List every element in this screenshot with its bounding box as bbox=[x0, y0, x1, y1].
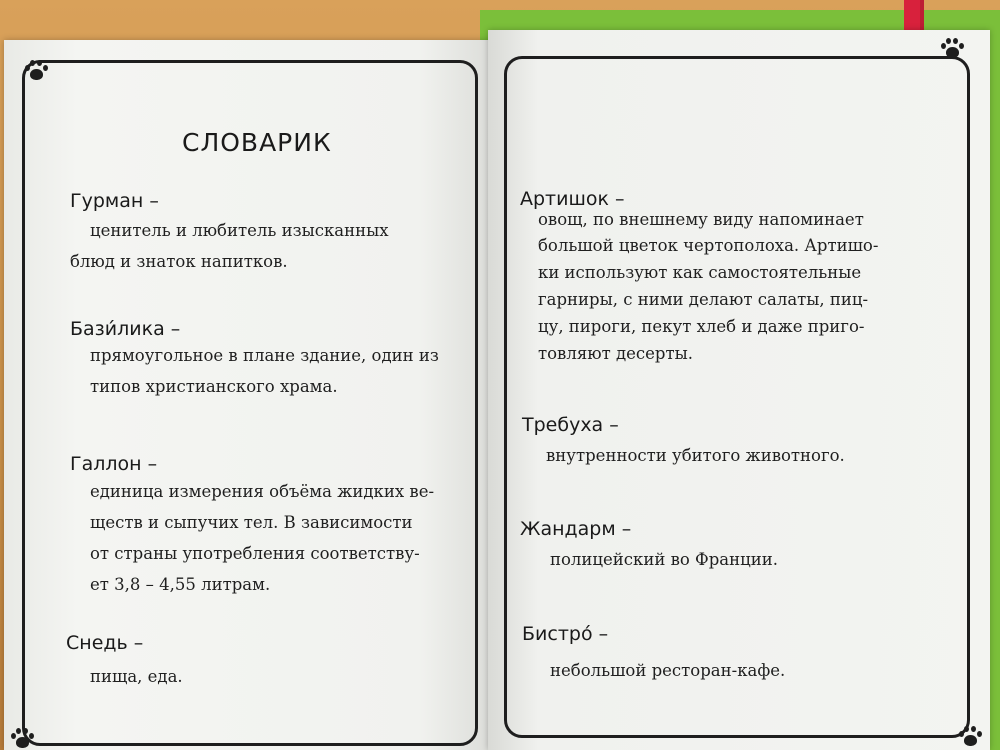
page-title: СЛОВАРИК bbox=[182, 128, 332, 157]
definition-line: ки используют как самостоятельные bbox=[538, 263, 862, 282]
definition-line: небольшой ресторан-кафе. bbox=[550, 661, 786, 680]
term-basilica: Бази́лика – bbox=[70, 318, 181, 340]
definition-line: типов христианского храма. bbox=[90, 377, 338, 396]
definition-line: овощ, по внешнему виду напоминает bbox=[538, 210, 864, 229]
term-gendarme: Жандарм – bbox=[520, 518, 632, 540]
term-victuals: Снедь – bbox=[66, 632, 144, 654]
term-offal: Требуха – bbox=[522, 414, 619, 436]
term-bistro: Бистро́ – bbox=[522, 623, 609, 645]
term-artichoke: Артишок – bbox=[520, 188, 625, 210]
definition-line: ществ и сыпучих тел. В зависимости bbox=[90, 513, 413, 532]
definition-line: единица измерения объёма жидких ве- bbox=[90, 482, 435, 501]
definition-line: большой цветок чертополоха. Артишо- bbox=[538, 236, 879, 255]
paw-print-icon bbox=[24, 60, 48, 82]
paw-print-icon bbox=[10, 728, 34, 750]
definition-line: товляют десерты. bbox=[538, 344, 693, 363]
definition-line: ет 3,8 – 4,55 литрам. bbox=[90, 575, 271, 594]
definition-line: блюд и знаток напитков. bbox=[70, 252, 288, 271]
right-page bbox=[488, 30, 990, 750]
definition-line: ценитель и любитель изысканных bbox=[90, 221, 389, 240]
definition-line: полицейский во Франции. bbox=[550, 550, 778, 569]
definition-line: пища, еда. bbox=[90, 667, 183, 686]
left-page bbox=[4, 40, 492, 750]
paw-print-icon bbox=[940, 38, 964, 60]
term-gallon: Галлон – bbox=[70, 453, 158, 475]
paw-print-icon bbox=[958, 726, 982, 748]
definition-line: от страны употребления соответству- bbox=[90, 544, 420, 563]
term-gourmet: Гурман – bbox=[70, 190, 159, 212]
definition-line: гарниры, с ними делают салаты, пиц- bbox=[538, 290, 869, 309]
definition-line: внутренности убитого животного. bbox=[546, 446, 845, 465]
definition-line: цу, пироги, пекут хлеб и даже приго- bbox=[538, 317, 865, 336]
definition-line: прямоугольное в плане здание, один из bbox=[90, 346, 439, 365]
